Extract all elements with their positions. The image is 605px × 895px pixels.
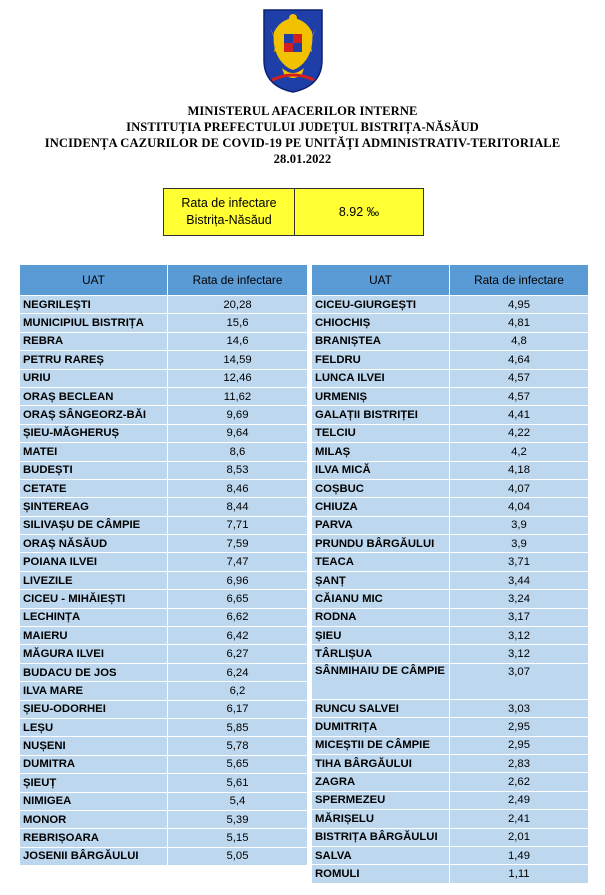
infection-rate-cell: 4,64: [450, 351, 589, 369]
table-row: [20, 461, 308, 479]
uat-name-cell: ILVA MICĂ: [312, 461, 450, 479]
uat-name-cell: REBRIȘOARA: [20, 829, 168, 847]
table-row: [312, 608, 589, 626]
infection-rate-cell: 6,2: [168, 682, 308, 700]
uat-name-cell: SILIVAȘU DE CÂMPIE: [20, 516, 168, 534]
county-rate-box: [163, 188, 424, 236]
county-rate-value: 8.92 ‰: [338, 205, 380, 219]
uat-name-cell: TELCIU: [312, 424, 450, 442]
uat-name-cell: COȘBUC: [312, 479, 450, 497]
report-date: 28.01.2022: [273, 152, 332, 166]
infection-rate-cell: 7,59: [168, 535, 308, 553]
infection-rate-cell: 6,24: [168, 663, 308, 681]
table-row: [20, 590, 308, 608]
table-row: [20, 553, 308, 571]
uat-name-cell: TEACA: [312, 553, 450, 571]
uat-name-cell: NUȘENI: [20, 737, 168, 755]
table-row: [312, 553, 589, 571]
infection-rate-cell: 8,53: [168, 461, 308, 479]
uat-name-cell: TIHA BÂRGĂULUI: [312, 754, 450, 772]
infection-rate-cell: 4,22: [450, 424, 589, 442]
infection-rate-cell: 6,17: [168, 700, 308, 718]
uat-name-cell: ȘIEU-MĂGHERUȘ: [20, 424, 168, 442]
infection-rate-cell: 4,04: [450, 498, 589, 516]
infection-rate-cell: 9,69: [168, 406, 308, 424]
county-rate-label-line2: Bistrița-Năsăud: [186, 213, 272, 227]
infection-rate-cell: 14,59: [168, 351, 308, 369]
table-row: [312, 699, 589, 717]
table-row: [20, 847, 308, 865]
infection-rate-cell: 1,49: [450, 846, 589, 864]
infection-rate-cell: 1,11: [450, 865, 589, 883]
infection-rate-cell: 4,57: [450, 369, 589, 387]
uat-name-cell: ORAȘ BECLEAN: [20, 387, 168, 405]
infection-rate-cell: 4,07: [450, 479, 589, 497]
infection-rate-cell: 4,95: [450, 296, 589, 314]
county-rate-label: [164, 189, 295, 235]
infection-rate-cell: 3,07: [450, 663, 589, 699]
table-row: [20, 608, 308, 626]
table-row: [312, 387, 589, 405]
uat-name-cell: TÂRLIȘUA: [312, 645, 450, 663]
uat-name-cell: ZAGRA: [312, 773, 450, 791]
uat-name-cell: PRUNDU BÂRGĂULUI: [312, 535, 450, 553]
infection-rate-cell: 15,6: [168, 314, 308, 332]
infection-rate-cell: 2,95: [450, 736, 589, 754]
infection-rate-cell: 3,12: [450, 627, 589, 645]
table-row: [312, 754, 589, 772]
uat-name-cell: PETRU RAREȘ: [20, 351, 168, 369]
infection-rate-cell: 4,18: [450, 461, 589, 479]
uat-name-cell: RODNA: [312, 608, 450, 626]
uat-name-cell: CETATE: [20, 479, 168, 497]
infection-rate-cell: 2,95: [450, 718, 589, 736]
table-row: [312, 479, 589, 497]
uat-name-cell: CHIUZA: [312, 498, 450, 516]
table-row: [312, 369, 589, 387]
table-row: [312, 516, 589, 534]
table-row: [20, 351, 308, 369]
infection-rate-cell: 5,15: [168, 829, 308, 847]
uat-name-cell: ȘANȚ: [312, 571, 450, 589]
infection-rate-cell: 6,65: [168, 590, 308, 608]
table-row: [312, 424, 589, 442]
county-rate-label-line1: Rata de infectare: [181, 196, 277, 210]
infection-rate-cell: 5,65: [168, 755, 308, 773]
infection-rate-cell: 9,64: [168, 424, 308, 442]
column-header-uat: UAT: [20, 265, 168, 296]
infection-rate-cell: 6,96: [168, 571, 308, 589]
infection-rate-cell: 2,83: [450, 754, 589, 772]
column-header-uat: UAT: [312, 265, 450, 296]
table-row: [20, 810, 308, 828]
column-header-rate: Rata de infectare: [450, 265, 589, 296]
table-row: [20, 792, 308, 810]
infection-rate-cell: 7,71: [168, 516, 308, 534]
infection-rate-cell: 3,44: [450, 571, 589, 589]
uat-name-cell: BISTRIȚA BÂRGĂULUI: [312, 828, 450, 846]
column-header-rate: Rata de infectare: [168, 265, 308, 296]
table-row: [20, 369, 308, 387]
table-row: [20, 406, 308, 424]
uat-name-cell: REBRA: [20, 332, 168, 350]
table-row: [312, 571, 589, 589]
infection-rate-cell: 2,01: [450, 828, 589, 846]
uat-name-cell: URMENIȘ: [312, 387, 450, 405]
table-row: [20, 663, 308, 681]
infection-rate-cell: 6,62: [168, 608, 308, 626]
infection-rate-cell: 4,57: [450, 387, 589, 405]
table-row: [20, 829, 308, 847]
infection-rate-cell: 3,9: [450, 516, 589, 534]
table-row: [20, 314, 308, 332]
uat-name-cell: LIVEZILE: [20, 571, 168, 589]
table-row: [20, 424, 308, 442]
uat-name-cell: ILVA MARE: [20, 682, 168, 700]
uat-name-cell: JOSENII BÂRGĂULUI: [20, 847, 168, 865]
uat-name-cell: GALAȚII BISTRIȚEI: [312, 406, 450, 424]
table-row: [312, 645, 589, 663]
uat-name-cell: LUNCA ILVEI: [312, 369, 450, 387]
table-row: [20, 516, 308, 534]
table-row: [20, 774, 308, 792]
uat-name-cell: LEȘU: [20, 718, 168, 736]
uat-name-cell: MILAȘ: [312, 443, 450, 461]
table-row: [312, 736, 589, 754]
infection-rate-cell: 4,8: [450, 332, 589, 350]
table-row: [312, 296, 589, 314]
uat-name-cell: MĂGURA ILVEI: [20, 645, 168, 663]
infection-rate-cell: 6,42: [168, 627, 308, 645]
report-title: INCIDENȚA CAZURILOR DE COVID-19 PE UNITĂȚI ADMINISTRATIV-TERITORIALE: [44, 136, 561, 150]
infection-rate-cell: 5,4: [168, 792, 308, 810]
uat-name-cell: CHIOCHIȘ: [312, 314, 450, 332]
table-row: [20, 296, 308, 314]
uat-name-cell: CĂIANU MIC: [312, 590, 450, 608]
uat-name-cell: MUNICIPIUL BISTRIȚA: [20, 314, 168, 332]
infection-rate-cell: 20,28: [168, 296, 308, 314]
table-row: [312, 865, 589, 883]
table-row: [20, 571, 308, 589]
table-row: [312, 461, 589, 479]
uat-name-cell: MAIERU: [20, 627, 168, 645]
infection-rate-cell: 3,24: [450, 590, 589, 608]
infection-rate-cell: 5,61: [168, 774, 308, 792]
table-row: [312, 406, 589, 424]
table-row: [20, 535, 308, 553]
ministry-title: MINISTERUL AFACERILOR INTERNE: [187, 104, 418, 118]
uat-name-cell: LECHINȚA: [20, 608, 168, 626]
table-row: [20, 682, 308, 700]
uat-name-cell: PARVA: [312, 516, 450, 534]
table-row: [20, 700, 308, 718]
uat-name-cell: CICEU - MIHĂIEȘTI: [20, 590, 168, 608]
table-row: [312, 590, 589, 608]
uat-name-cell: POIANA ILVEI: [20, 553, 168, 571]
uat-name-cell: ORAȘ NĂSĂUD: [20, 535, 168, 553]
uat-name-cell: MATEI: [20, 443, 168, 461]
uat-name-cell: ROMULI: [312, 865, 450, 883]
table-row: [20, 645, 308, 663]
infection-rate-cell: 14,6: [168, 332, 308, 350]
table-row: [312, 663, 589, 699]
uat-name-cell: ȘINTEREAG: [20, 498, 168, 516]
table-row: [20, 718, 308, 736]
table-row: [312, 846, 589, 864]
incidence-table-left: [19, 264, 308, 866]
table-row: [20, 627, 308, 645]
infection-rate-cell: 2,49: [450, 791, 589, 809]
table-row: [312, 828, 589, 846]
infection-rate-cell: 12,46: [168, 369, 308, 387]
table-row: [312, 443, 589, 461]
incidence-table-right: [311, 264, 589, 884]
uat-name-cell: ȘIEU: [312, 627, 450, 645]
table-row: [20, 332, 308, 350]
coat-of-arms-icon: [262, 8, 324, 94]
uat-name-cell: DUMITRA: [20, 755, 168, 773]
infection-rate-cell: 4,81: [450, 314, 589, 332]
uat-name-cell: BUDACU DE JOS: [20, 663, 168, 681]
infection-rate-cell: 2,62: [450, 773, 589, 791]
uat-name-cell: NEGRILEȘTI: [20, 296, 168, 314]
infection-rate-cell: 6,27: [168, 645, 308, 663]
table-row: [312, 535, 589, 553]
infection-rate-cell: 4,2: [450, 443, 589, 461]
table-row: [20, 443, 308, 461]
table-row: [312, 314, 589, 332]
uat-name-cell: MĂRIȘELU: [312, 810, 450, 828]
infection-rate-cell: 8,6: [168, 443, 308, 461]
uat-name-cell: SPERMEZEU: [312, 791, 450, 809]
table-row: [312, 351, 589, 369]
infection-rate-cell: 8,46: [168, 479, 308, 497]
table-row: [20, 479, 308, 497]
table-row: [20, 387, 308, 405]
table-row: [312, 332, 589, 350]
infection-rate-cell: 3,71: [450, 553, 589, 571]
infection-rate-cell: 4,41: [450, 406, 589, 424]
infection-rate-cell: 7,47: [168, 553, 308, 571]
uat-name-cell: DUMITRIȚA: [312, 718, 450, 736]
table-row: [312, 627, 589, 645]
uat-name-cell: ȘIEU-ODORHEI: [20, 700, 168, 718]
uat-name-cell: SÂNMIHAIU DE CÂMPIE: [312, 663, 450, 699]
infection-rate-cell: 5,78: [168, 737, 308, 755]
infection-rate-cell: 8,44: [168, 498, 308, 516]
table-row: [312, 810, 589, 828]
uat-name-cell: RUNCU SALVEI: [312, 699, 450, 717]
uat-name-cell: ȘIEUȚ: [20, 774, 168, 792]
uat-name-cell: FELDRU: [312, 351, 450, 369]
uat-name-cell: NIMIGEA: [20, 792, 168, 810]
uat-name-cell: SALVA: [312, 846, 450, 864]
uat-name-cell: MICEȘTII DE CÂMPIE: [312, 736, 450, 754]
table-row: [20, 755, 308, 773]
infection-rate-cell: 2,41: [450, 810, 589, 828]
table-row: [312, 773, 589, 791]
uat-name-cell: MONOR: [20, 810, 168, 828]
infection-rate-cell: 3,03: [450, 699, 589, 717]
uat-name-cell: ORAȘ SÂNGEORZ-BĂI: [20, 406, 168, 424]
uat-name-cell: BUDEȘTI: [20, 461, 168, 479]
uat-name-cell: URIU: [20, 369, 168, 387]
table-row: [312, 718, 589, 736]
infection-rate-cell: 3,9: [450, 535, 589, 553]
infection-rate-cell: 5,39: [168, 810, 308, 828]
institution-title: INSTITUȚIA PREFECTULUI JUDEȚUL BISTRIȚA-NĂSĂUD: [126, 120, 479, 134]
table-row: [20, 498, 308, 516]
uat-name-cell: CICEU-GIURGEȘTI: [312, 296, 450, 314]
infection-rate-cell: 3,12: [450, 645, 589, 663]
infection-rate-cell: 11,62: [168, 387, 308, 405]
infection-rate-cell: 3,17: [450, 608, 589, 626]
infection-rate-cell: 5,05: [168, 847, 308, 865]
infection-rate-cell: 5,85: [168, 718, 308, 736]
table-row: [312, 791, 589, 809]
uat-name-cell: BRANIȘTEA: [312, 332, 450, 350]
table-row: [20, 737, 308, 755]
table-row: [312, 498, 589, 516]
